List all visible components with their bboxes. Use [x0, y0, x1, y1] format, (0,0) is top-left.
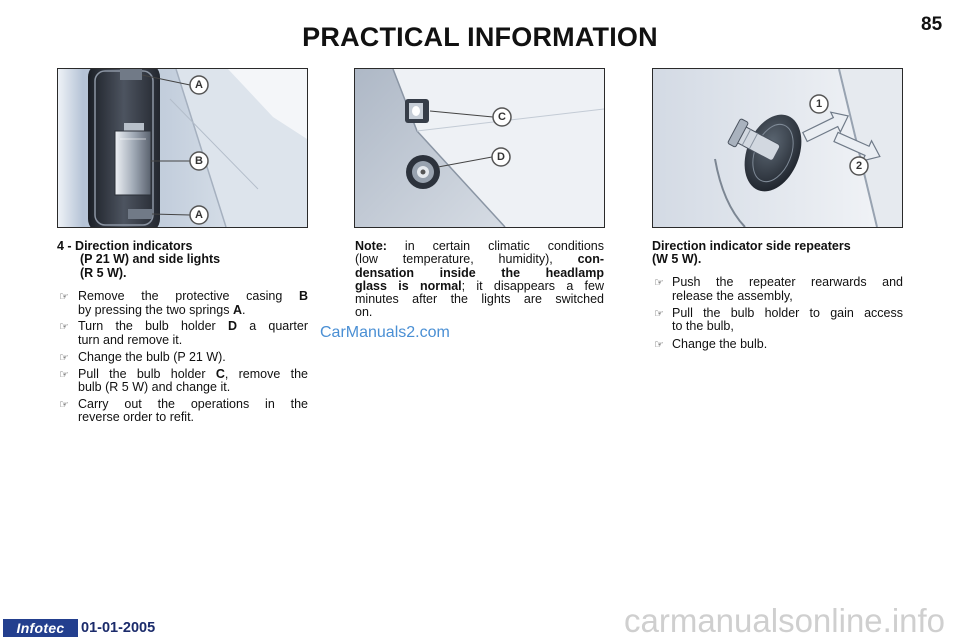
step-line — [78, 334, 308, 347]
direction-indicators-section — [57, 240, 308, 424]
note-line — [355, 253, 604, 266]
note-emphasis: glass is normal — [355, 278, 462, 293]
step-text: Pull the bulb holder — [78, 366, 216, 381]
note-line — [355, 293, 604, 306]
overlay-watermark: CarManuals2.com — [320, 324, 450, 341]
step-line: release the assembly, — [672, 288, 793, 303]
callout-label: A — [195, 209, 203, 221]
callout-1 — [810, 95, 828, 113]
bulb-holders-illustration — [355, 69, 604, 227]
instruction-step — [652, 276, 903, 303]
step-text: reverse order to refit. — [78, 410, 195, 425]
note-line — [355, 280, 604, 293]
section-heading-line: 4 - Direction indicators — [57, 239, 193, 253]
step-line — [78, 411, 308, 424]
spring-clip-bottom — [128, 209, 152, 219]
callout-d — [492, 148, 510, 166]
infotec-logo: Infotec — [3, 619, 78, 637]
instruction-step — [652, 307, 903, 334]
part-reference: D — [227, 319, 237, 334]
pointing-hand-icon — [59, 320, 69, 333]
instruction-steps — [57, 290, 308, 424]
figure-bulb-holders — [354, 68, 605, 228]
step-line — [78, 290, 308, 303]
instruction-step — [652, 338, 903, 351]
callout-a-top — [190, 76, 208, 94]
step-line — [78, 398, 308, 411]
page-number: 85 — [921, 14, 943, 35]
step-text: Carry out the operations in the — [78, 396, 308, 411]
instruction-step — [57, 398, 308, 425]
section-heading-line: (P 21 W) and side lights — [80, 252, 221, 267]
pointing-hand-icon — [654, 307, 664, 320]
note-text: in certain climatic conditions — [386, 239, 604, 253]
step-line — [78, 368, 308, 381]
step-text: turn and remove it. — [78, 332, 183, 347]
protective-casing — [115, 131, 151, 195]
callout-c — [493, 108, 511, 126]
instruction-step — [57, 351, 308, 364]
step-text: Remove the protective casing — [78, 289, 299, 304]
spring-clip-top — [120, 69, 142, 80]
note-section — [355, 240, 604, 320]
instruction-step — [57, 290, 308, 317]
bulb-holder-d — [406, 155, 440, 189]
section-heading-line: (W 5 W). — [652, 252, 702, 267]
note-text: on. — [355, 305, 373, 320]
instruction-step — [57, 320, 308, 347]
step-line: Push the repeater rearwards and — [672, 275, 903, 290]
instruction-steps — [652, 276, 903, 351]
callout-b — [190, 152, 208, 170]
note-line — [355, 306, 604, 319]
note-text: ; it disappears a few — [461, 278, 605, 293]
step-text: Change the bulb (P 21 W). — [78, 349, 226, 364]
step-text: . — [241, 302, 246, 317]
pointing-hand-icon — [59, 290, 69, 303]
page-title: PRACTICAL INFORMATION — [302, 22, 658, 52]
step-line — [78, 351, 308, 364]
step-line: to the bulb, — [672, 319, 734, 334]
step-line: Pull the bulb holder to gain access — [672, 306, 903, 321]
callout-2 — [850, 157, 868, 175]
note-emphasis: densation inside the headlamp — [355, 265, 604, 280]
figure-indicator-housing — [57, 68, 308, 228]
step-line: Change the bulb. — [672, 336, 768, 351]
pointing-hand-icon — [59, 351, 69, 364]
side-repeaters-section — [652, 240, 903, 351]
step-text: Turn the bulb holder — [78, 319, 228, 334]
note-line — [355, 267, 604, 280]
indicator-housing-illustration — [58, 69, 307, 227]
callout-label: A — [195, 79, 203, 91]
note-label: Note: — [355, 239, 387, 253]
step-text: by pressing the two springs — [78, 302, 233, 317]
instruction-step — [57, 368, 308, 395]
step-line — [78, 304, 308, 317]
step-text: , remove the — [224, 366, 308, 381]
part-reference: A — [232, 302, 242, 317]
section-heading-line: Direction indicator side repeaters — [652, 239, 851, 253]
pointing-hand-icon — [654, 276, 664, 289]
note-text: (low temperature, humidity), — [355, 252, 578, 267]
step-text: bulb (R 5 W) and change it. — [78, 379, 231, 394]
callout-label: D — [497, 151, 505, 163]
pointing-hand-icon — [654, 338, 664, 351]
note-emphasis: con- — [577, 252, 604, 267]
figure-side-repeater — [652, 68, 903, 228]
step-line — [78, 320, 308, 333]
step-text: a quarter — [236, 319, 308, 334]
side-repeater-illustration — [653, 69, 902, 227]
part-reference: B — [298, 289, 308, 304]
callout-label: 1 — [815, 98, 823, 110]
corner-watermark: carmanualsonline.info — [624, 602, 946, 639]
callout-label: B — [195, 155, 203, 167]
note-line — [355, 240, 604, 253]
section-heading-line: (R 5 W). — [80, 265, 127, 280]
pointing-hand-icon — [59, 398, 69, 411]
pointing-hand-icon — [59, 368, 69, 381]
part-reference: C — [215, 366, 225, 381]
callout-a-bottom — [190, 206, 208, 224]
note-text: minutes after the lights are switched — [355, 292, 604, 307]
callout-label: 2 — [855, 160, 863, 172]
bulb-holder-c — [405, 99, 429, 123]
step-line — [78, 381, 308, 394]
callout-label: C — [498, 111, 506, 123]
edition-date: 01-01-2005 — [81, 620, 156, 636]
